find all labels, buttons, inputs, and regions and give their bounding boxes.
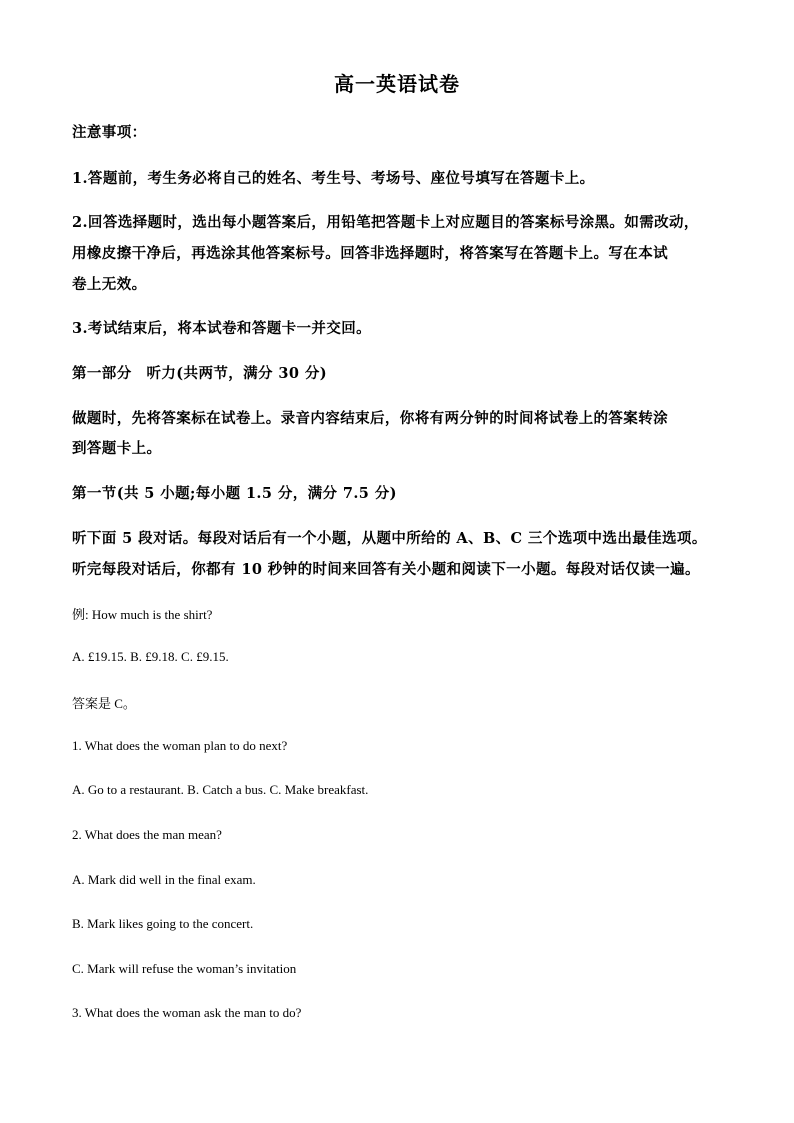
question-2-option-b: B. Mark likes going to the concert. — [72, 916, 254, 931]
example-options: A. £19.15. B. £9.18. C. £9.15. — [72, 649, 229, 664]
question-3: 3. What does the woman ask the man to do? — [72, 1005, 302, 1020]
question-2-option-a: A. Mark did well in the final exam. — [72, 872, 256, 887]
part1-heading: 第一部分 听力(共两节，满分 30 分) — [72, 365, 327, 382]
example-question: 例: How much is the shirt? — [72, 607, 213, 622]
question-1-options: A. Go to a restaurant. B. Catch a bus. C. Make breakfast. — [72, 782, 369, 797]
section1-instructions-line-1: 听下面 5 段对话。每段对话后有一个小题，从题中所给的 A、B、C 三个选项中选出最佳选项。 — [72, 530, 707, 547]
part1-instructions-line-2: 到答题卡上。 — [72, 440, 162, 457]
section1-heading: 第一节(共 5 小题;每小题 1.5 分，满分 7.5 分) — [72, 485, 397, 502]
question-2-option-c: C. Mark will refuse the woman’s invitation — [72, 961, 297, 976]
page-title: 高一英语试卷 — [334, 72, 460, 96]
part1-instructions-line-1: 做题时，先将答案标在试卷上。录音内容结束后，你将有两分钟的时间将试卷上的答案转涂 — [72, 410, 668, 427]
notice-item-2-line-3: 卷上无效。 — [72, 276, 147, 293]
notice-item-2-line-1: 2.回答选择题时，选出每小题答案后，用铅笔把答题卡上对应题目的答案标号涂黑。如需改动， — [72, 214, 699, 231]
notice-item-3: 3.考试结束后，将本试卷和答题卡一并交回。 — [72, 320, 372, 337]
question-2: 2. What does the man mean? — [72, 827, 222, 842]
example-answer: 答案是 C。 — [72, 696, 136, 711]
notice-heading: 注意事项： — [72, 124, 147, 141]
notice-item-2-line-2: 用橡皮擦干净后，再选涂其他答案标号。回答非选择题时，将答案写在答题卡上。写在本试 — [72, 245, 668, 262]
section1-instructions-line-2: 听完每段对话后，你都有 10 秒钟的时间来回答有关小题和阅读下一小题。每段对话仅读一遍。 — [72, 561, 700, 578]
notice-item-1: 1.答题前，考生务必将自己的姓名、考生号、考场号、座位号填写在答题卡上。 — [72, 170, 595, 187]
question-1: 1. What does the woman plan to do next? — [72, 738, 288, 753]
